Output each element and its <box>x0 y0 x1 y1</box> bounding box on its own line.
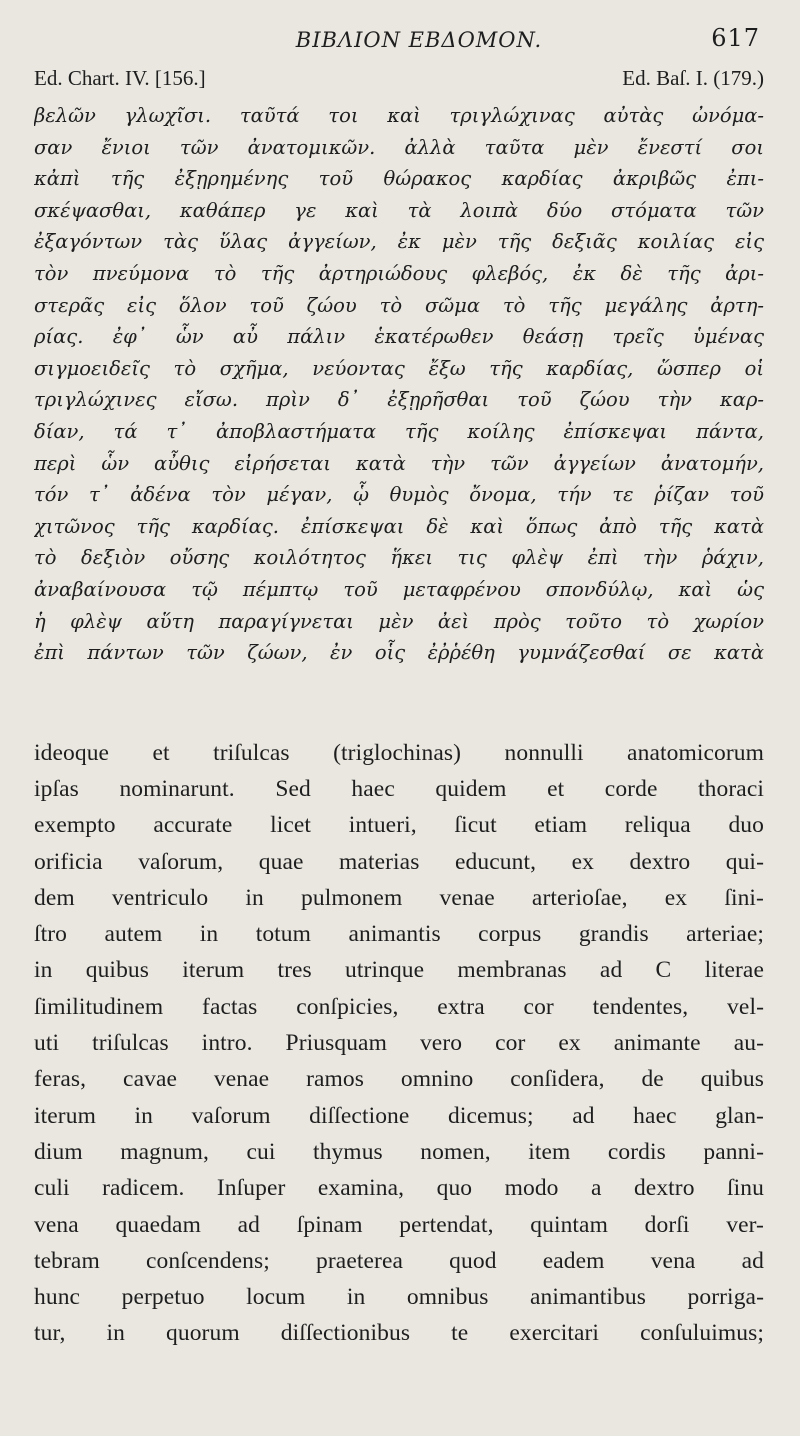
greek-line: βελῶν γλωχῖσι. ταῦτά τοι καὶ τριγλώχινας αὐτὰς ὠνόμα- <box>34 104 764 127</box>
greek-line: τὸ δεξιὸν οὔσης κοιλότητος ἥκει τις φλὲψ ἐπὶ τὴν ῥάχιν, <box>34 546 764 570</box>
greek-line: δίαν, τά τ᾽ ἀποβλαστήματα τῆς κοίλης ἐπίσκεψαι πάντα, <box>34 419 764 443</box>
latin-line: culi radicem. Inſuper examina, quo modo a dextro ſinu <box>34 1175 764 1202</box>
greek-line: σαν ἔνιοι τῶν ἀνατομικῶν. ἀλλὰ ταῦτα μὲν ἔνεστί σοι <box>34 135 764 159</box>
latin-line: dem ventriculo in pulmonem venae arterioſae, ex ſini- <box>34 884 764 911</box>
latin-text-block <box>34 735 764 1352</box>
latin-line: ſimilitudinem factas conſpicies, extra cor tendentes, vel- <box>34 993 764 1020</box>
page-number: 617 <box>711 24 760 52</box>
greek-line: περὶ ὧν αὖθις εἰρήσεται κατὰ τὴν τῶν ἀγγείων ἀνατομήν, <box>34 451 764 475</box>
greek-line: σκέψασθαι, καθάπερ γε καὶ τὰ λοιπὰ δύο στόματα τῶν <box>34 198 764 222</box>
latin-line: hunc perpetuo locum in omnibus animantibus porriga- <box>34 1284 764 1311</box>
edition-reference-line <box>34 66 764 96</box>
greek-line: κἀπὶ τῆς ἐξῃρημένης τοῦ θώρακος καρδίας ἀκριβῶς ἐπι- <box>34 167 764 191</box>
greek-line: ἡ φλὲψ αὕτη παραγίγνεται μὲν ἀεὶ πρὸς τοῦτο τὸ χωρίον <box>34 609 764 633</box>
greek-line: σιγμοειδεῖς τὸ σχῆμα, νεύοντας ἔξω τῆς καρδίας, ὥσπερ οἱ <box>34 356 764 380</box>
running-head <box>34 24 764 62</box>
latin-line: iterum in vaſorum diſſectione dicemus; ad haec glan- <box>34 1102 764 1129</box>
greek-line: τριγλώχινες εἴσω. πρὶν δ᾽ ἐξῃρῆσθαι τοῦ ζώου τὴν καρ- <box>34 388 764 412</box>
greek-text-block <box>34 100 764 669</box>
latin-line: ſtro autem in totum animantis corpus grandis arteriae; <box>34 921 764 948</box>
greek-line: ρίας. ἐφ᾽ ὧν αὖ πάλιν ἑκατέρωθεν θεάσῃ τρεῖς ὑμένας <box>34 325 764 349</box>
greek-line: στερᾶς εἰς ὅλον τοῦ ζώου τὸ σῶμα τὸ τῆς μεγάλης ἀρτη- <box>34 293 764 317</box>
greek-line: ἐξαγόντων τὰς ὕλας ἀγγείων, ἐκ μὲν τῆς δεξιᾶς κοιλίας εἰς <box>34 230 764 254</box>
book-title: BIBΛION EBΔOMON. <box>295 28 543 52</box>
chartier-edition-reference: Ed. Chart. IV. [156.] <box>34 66 206 90</box>
latin-line: uti triſulcas intro. Priusquam vero cor ex animante au- <box>34 1030 764 1057</box>
greek-line: ἐπὶ πάντων τῶν ζώων, ἐν οἷς ἐῤῥέθη γυμνάζεσθαί σε κατὰ <box>34 641 764 665</box>
greek-line: τὸν πνεύμονα τὸ τῆς ἀρτηριώδους φλεβός, ἐκ δὲ τῆς ἀρι- <box>34 261 764 285</box>
latin-line: exempto accurate licet intueri, ſicut etiam reliqua duo <box>34 812 764 839</box>
latin-line: ideoque et triſulcas (triglochinas) nonnulli anatomicorum <box>34 739 764 766</box>
greek-line: τόν τ᾽ ἀδένα τὸν μέγαν, ᾧ θυμὸς ὄνομα, τήν τε ῥίζαν τοῦ <box>34 483 764 507</box>
basel-edition-reference: Ed. Baſ. I. (179.) <box>622 66 764 90</box>
latin-line: vena quaedam ad ſpinam pertendat, quintam dorſi ver- <box>34 1211 764 1238</box>
latin-line: feras, cavae venae ramos omnino conſidera, de quibus <box>34 1066 764 1093</box>
greek-line: χιτῶνος τῆς καρδίας. ἐπίσκεψαι δὲ καὶ ὅπως ἀπὸ τῆς κατὰ <box>34 514 764 538</box>
latin-line: tur, in quorum diſſectionibus te exercitari conſuluimus; <box>34 1320 764 1347</box>
latin-line: in quibus iterum tres utrinque membranas ad C literae <box>34 957 764 984</box>
latin-line: tebram conſcendens; praeterea quod eadem vena ad <box>34 1247 764 1274</box>
greek-line: ἀναβαίνουσα τῷ πέμπτῳ τοῦ μεταφρένου σπονδύλῳ, καὶ ὡς <box>34 577 764 601</box>
latin-line: dium magnum, cui thymus nomen, item cordis panni- <box>34 1138 764 1165</box>
latin-line: orificia vaſorum, quae materias educunt, ex dextro qui- <box>34 848 764 875</box>
latin-line: ipſas nominarunt. Sed haec quidem et corde thoraci <box>34 775 764 802</box>
